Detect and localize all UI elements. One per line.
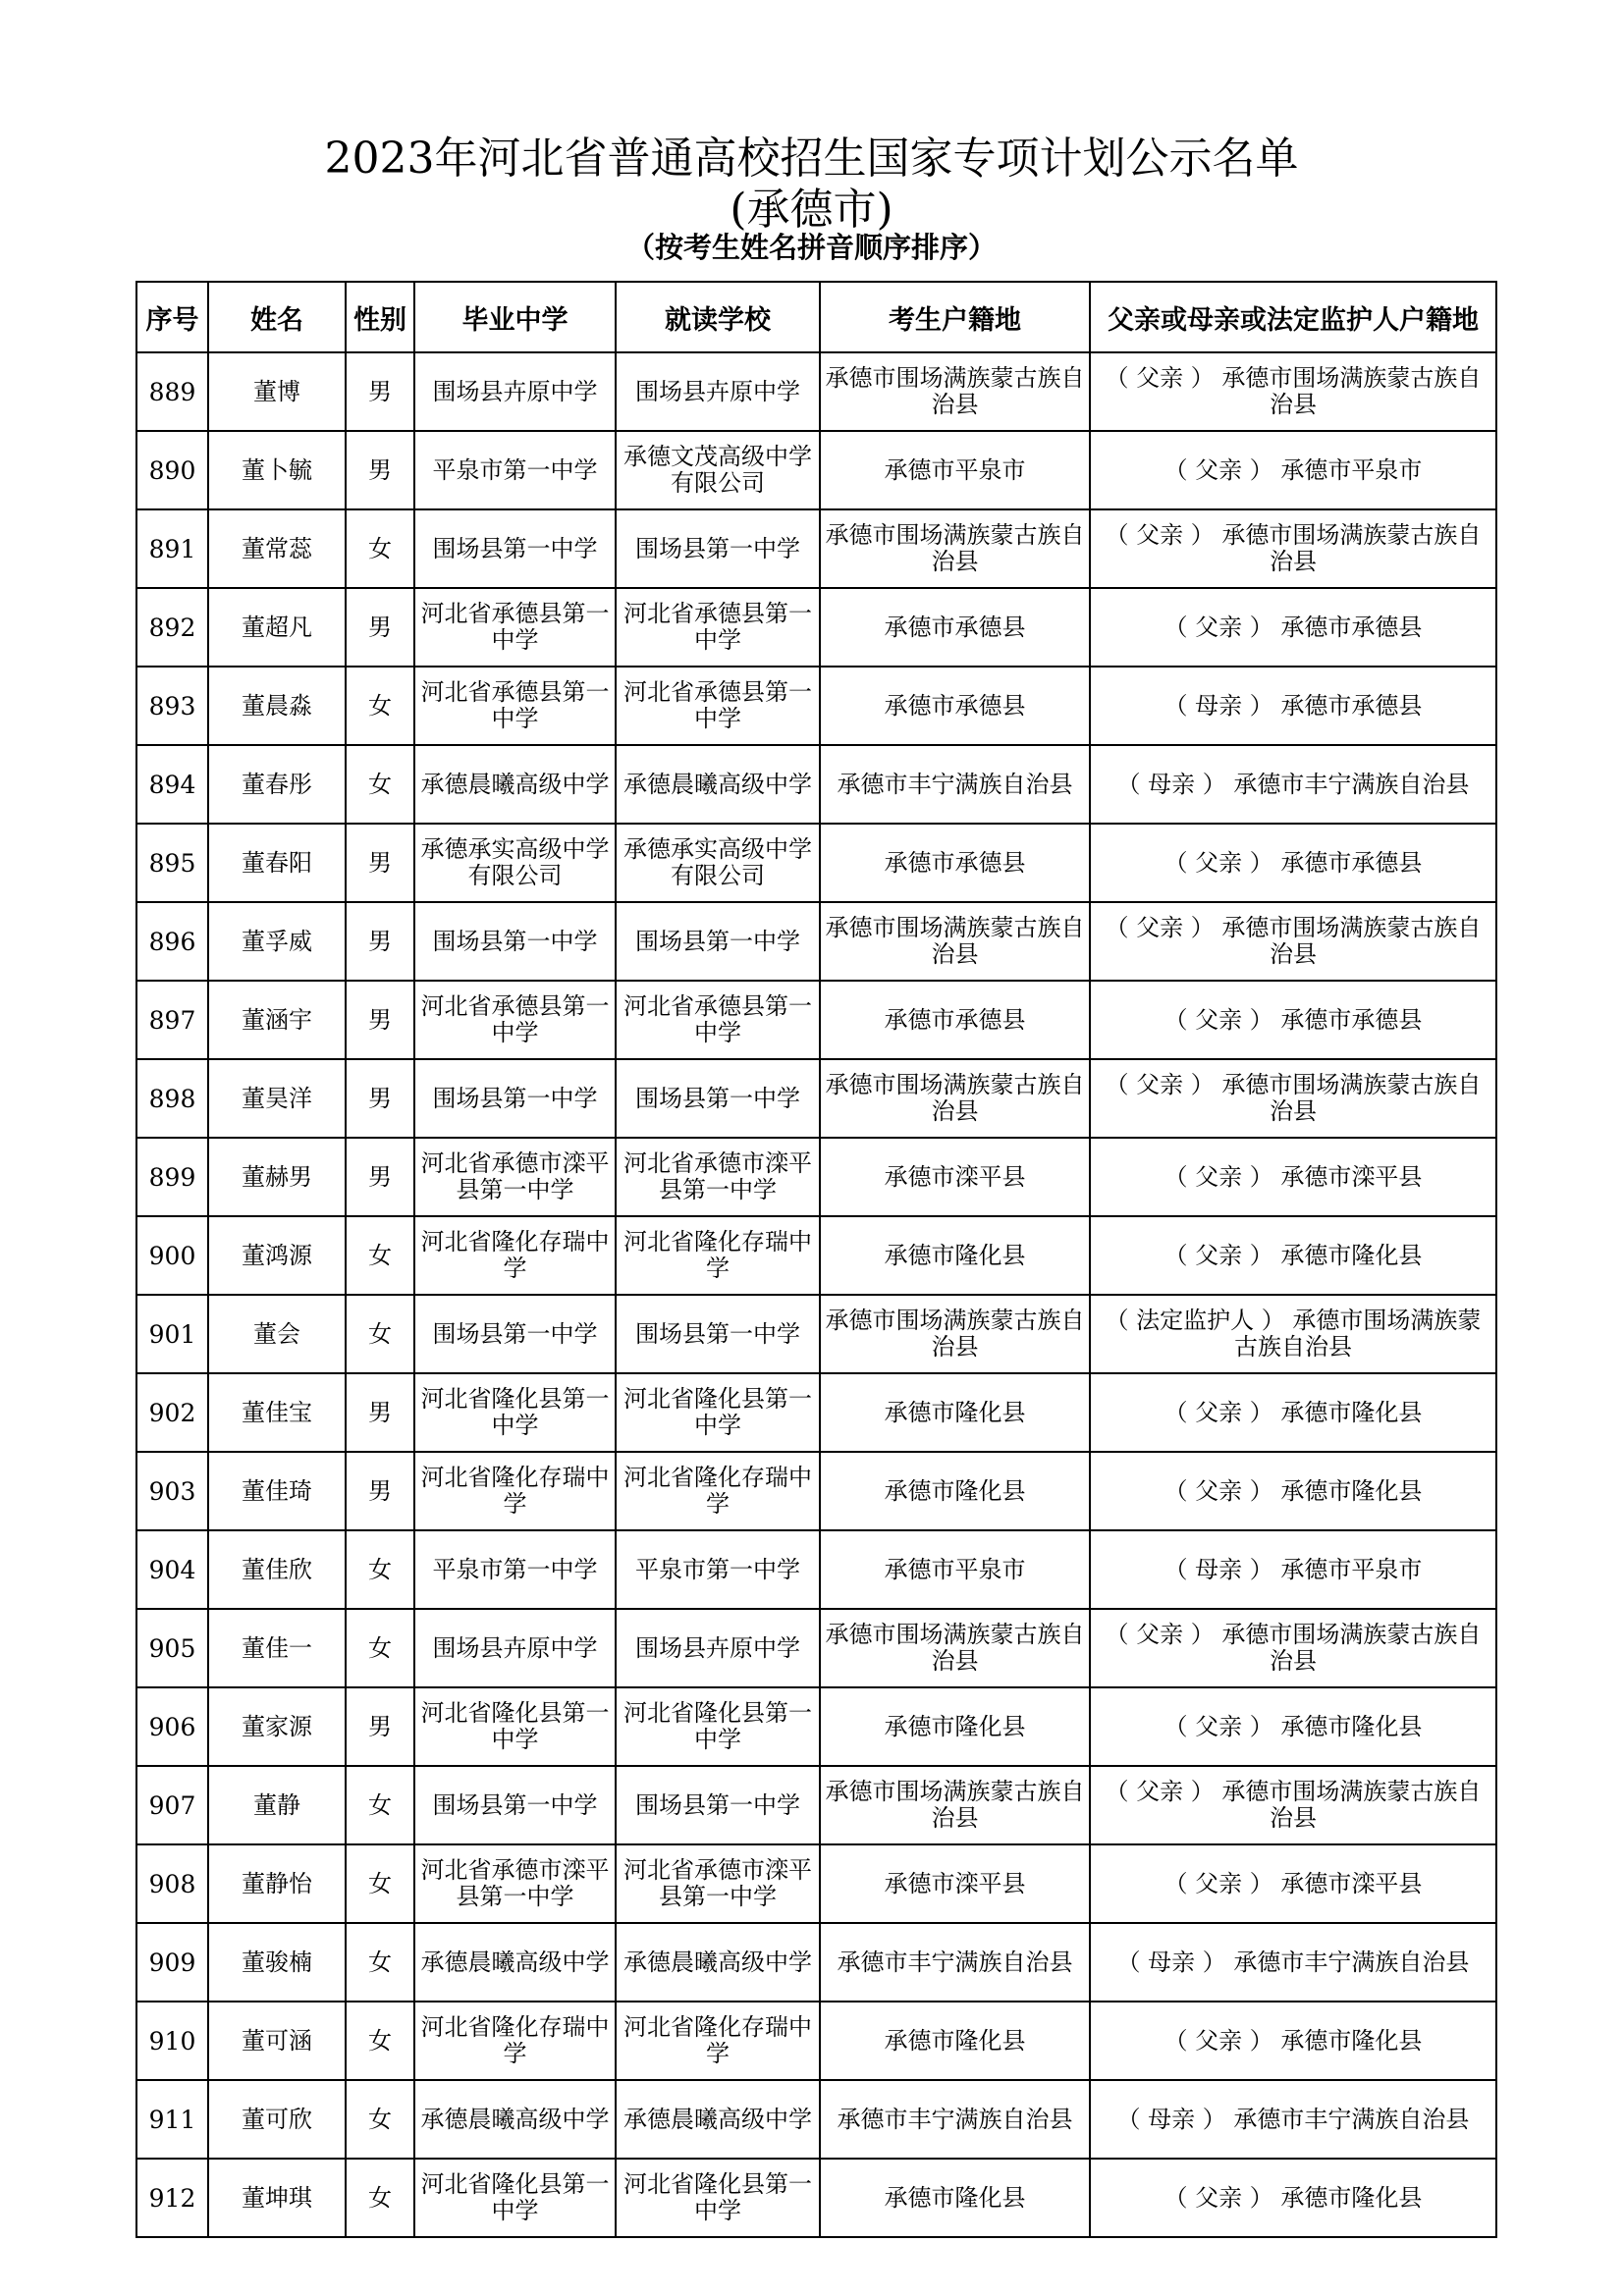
student-hukou-cell: 承德市围场满族蒙古族自治县 [820, 352, 1090, 431]
student-hukou-cell: 承德市丰宁满族自治县 [820, 2080, 1090, 2159]
table-row [136, 1609, 1496, 1687]
student-hukou-cell: 承德市平泉市 [820, 431, 1090, 509]
current-school-cell: 围场县第一中学 [616, 1766, 820, 1844]
guardian-hukou-cell: （ 法定监护人 ） 承德市围场满族蒙古族自治县 [1090, 1295, 1496, 1373]
current-school-cell: 河北省隆化存瑞中学 [616, 1452, 820, 1530]
guardian-hukou-cell: （ 父亲 ） 承德市隆化县 [1090, 2002, 1496, 2080]
graduation-school-cell: 平泉市第一中学 [414, 1530, 616, 1609]
current-school-cell: 承德晨曦高级中学 [616, 1923, 820, 2002]
gender-cell: 男 [346, 1059, 414, 1138]
student-hukou-cell: 承德市隆化县 [820, 1452, 1090, 1530]
seq-cell: 900 [136, 1216, 208, 1295]
student-hukou-cell: 承德市围场满族蒙古族自治县 [820, 1609, 1090, 1687]
student-hukou-cell: 承德市承德县 [820, 667, 1090, 745]
student-hukou-cell: 承德市隆化县 [820, 1373, 1090, 1452]
current-school-cell: 河北省隆化县第一中学 [616, 2159, 820, 2237]
name-cell: 董佳宝 [208, 1373, 346, 1452]
graduation-school-cell: 河北省承德市滦平县第一中学 [414, 1138, 616, 1216]
table-row [136, 509, 1496, 588]
seq-cell: 912 [136, 2159, 208, 2237]
graduation-school-cell: 围场县卉原中学 [414, 1609, 616, 1687]
seq-cell: 890 [136, 431, 208, 509]
name-cell: 董超凡 [208, 588, 346, 667]
seq-cell: 899 [136, 1138, 208, 1216]
guardian-hukou-cell: （ 父亲 ） 承德市滦平县 [1090, 1138, 1496, 1216]
table-row [136, 1923, 1496, 2002]
current-school-cell: 围场县第一中学 [616, 1295, 820, 1373]
gender-cell: 女 [346, 1844, 414, 1923]
student-hukou-cell: 承德市滦平县 [820, 1844, 1090, 1923]
gender-cell: 女 [346, 1609, 414, 1687]
graduation-school-cell: 平泉市第一中学 [414, 431, 616, 509]
seq-cell: 908 [136, 1844, 208, 1923]
table-body [136, 352, 1496, 2237]
table-row [136, 2002, 1496, 2080]
column-header: 毕业中学 [414, 282, 616, 352]
graduation-school-cell: 河北省隆化县第一中学 [414, 1687, 616, 1766]
current-school-cell: 河北省隆化存瑞中学 [616, 1216, 820, 1295]
guardian-hukou-cell: （ 父亲 ） 承德市围场满族蒙古族自治县 [1090, 1609, 1496, 1687]
seq-cell: 911 [136, 2080, 208, 2159]
student-hukou-cell: 承德市承德县 [820, 824, 1090, 902]
student-hukou-cell: 承德市围场满族蒙古族自治县 [820, 509, 1090, 588]
column-header: 就读学校 [616, 282, 820, 352]
name-cell: 董佳欣 [208, 1530, 346, 1609]
column-header: 序号 [136, 282, 208, 352]
table-row [136, 352, 1496, 431]
seq-cell: 901 [136, 1295, 208, 1373]
document-title: 2023年河北省普通高校招生国家专项计划公示名单 [324, 133, 1299, 184]
gender-cell: 女 [346, 1766, 414, 1844]
table-row [136, 588, 1496, 667]
gender-cell: 男 [346, 588, 414, 667]
name-cell: 董常蕊 [208, 509, 346, 588]
gender-cell: 女 [346, 745, 414, 824]
guardian-hukou-cell: （ 父亲 ） 承德市隆化县 [1090, 1687, 1496, 1766]
current-school-cell: 河北省承德县第一中学 [616, 981, 820, 1059]
graduation-school-cell: 河北省隆化存瑞中学 [414, 2002, 616, 2080]
student-hukou-cell: 承德市承德县 [820, 588, 1090, 667]
gender-cell: 男 [346, 824, 414, 902]
current-school-cell: 围场县第一中学 [616, 1059, 820, 1138]
current-school-cell: 河北省承德市滦平县第一中学 [616, 1844, 820, 1923]
gender-cell: 女 [346, 2080, 414, 2159]
gender-cell: 男 [346, 1452, 414, 1530]
gender-cell: 男 [346, 352, 414, 431]
name-cell: 董春阳 [208, 824, 346, 902]
seq-cell: 897 [136, 981, 208, 1059]
name-cell: 董晨淼 [208, 667, 346, 745]
seq-cell: 889 [136, 352, 208, 431]
graduation-school-cell: 围场县第一中学 [414, 509, 616, 588]
table-row [136, 1844, 1496, 1923]
guardian-hukou-cell: （ 父亲 ） 承德市隆化县 [1090, 1373, 1496, 1452]
name-cell: 董鸿源 [208, 1216, 346, 1295]
table-row [136, 1766, 1496, 1844]
table-row [136, 1216, 1496, 1295]
table-row [136, 1373, 1496, 1452]
current-school-cell: 承德文茂高级中学有限公司 [616, 431, 820, 509]
graduation-school-cell: 围场县卉原中学 [414, 352, 616, 431]
name-cell: 董博 [208, 352, 346, 431]
seq-cell: 904 [136, 1530, 208, 1609]
name-cell: 董可涵 [208, 2002, 346, 2080]
graduation-school-cell: 围场县第一中学 [414, 1766, 616, 1844]
guardian-hukou-cell: （ 母亲 ） 承德市丰宁满族自治县 [1090, 2080, 1496, 2159]
sort-note: （按考生姓名拼音顺序排序） [625, 231, 997, 264]
document-subtitle: (承德市) [730, 185, 893, 235]
current-school-cell: 承德承实高级中学有限公司 [616, 824, 820, 902]
gender-cell: 女 [346, 2159, 414, 2237]
table-row [136, 1452, 1496, 1530]
seq-cell: 898 [136, 1059, 208, 1138]
table-row [136, 2080, 1496, 2159]
name-cell: 董佳一 [208, 1609, 346, 1687]
guardian-hukou-cell: （ 母亲 ） 承德市丰宁满族自治县 [1090, 1923, 1496, 2002]
seq-cell: 910 [136, 2002, 208, 2080]
table-row [136, 1295, 1496, 1373]
seq-cell: 902 [136, 1373, 208, 1452]
name-cell: 董家源 [208, 1687, 346, 1766]
table-row [136, 902, 1496, 981]
guardian-hukou-cell: （ 父亲 ） 承德市围场满族蒙古族自治县 [1090, 1059, 1496, 1138]
seq-cell: 906 [136, 1687, 208, 1766]
current-school-cell: 河北省隆化县第一中学 [616, 1687, 820, 1766]
gender-cell: 女 [346, 1530, 414, 1609]
guardian-hukou-cell: （ 父亲 ） 承德市隆化县 [1090, 1452, 1496, 1530]
name-cell: 董孚威 [208, 902, 346, 981]
gender-cell: 男 [346, 902, 414, 981]
graduation-school-cell: 河北省承德县第一中学 [414, 588, 616, 667]
table-header-row [136, 282, 1496, 352]
gender-cell: 女 [346, 1923, 414, 2002]
table-row [136, 1530, 1496, 1609]
name-cell: 董佳琦 [208, 1452, 346, 1530]
table-row [136, 981, 1496, 1059]
student-hukou-cell: 承德市围场满族蒙古族自治县 [820, 1059, 1090, 1138]
seq-cell: 894 [136, 745, 208, 824]
guardian-hukou-cell: （ 父亲 ） 承德市隆化县 [1090, 2159, 1496, 2237]
current-school-cell: 围场县卉原中学 [616, 1609, 820, 1687]
gender-cell: 男 [346, 1373, 414, 1452]
table-row [136, 1059, 1496, 1138]
student-hukou-cell: 承德市隆化县 [820, 2002, 1090, 2080]
table-row [136, 431, 1496, 509]
gender-cell: 女 [346, 509, 414, 588]
current-school-cell: 承德晨曦高级中学 [616, 745, 820, 824]
gender-cell: 男 [346, 1138, 414, 1216]
student-hukou-cell: 承德市围场满族蒙古族自治县 [820, 902, 1090, 981]
name-cell: 董卜毓 [208, 431, 346, 509]
graduation-school-cell: 围场县第一中学 [414, 902, 616, 981]
graduation-school-cell: 河北省隆化县第一中学 [414, 1373, 616, 1452]
guardian-hukou-cell: （ 父亲 ） 承德市围场满族蒙古族自治县 [1090, 1766, 1496, 1844]
name-cell: 董可欣 [208, 2080, 346, 2159]
graduation-school-cell: 围场县第一中学 [414, 1059, 616, 1138]
graduation-school-cell: 河北省隆化存瑞中学 [414, 1452, 616, 1530]
student-hukou-cell: 承德市隆化县 [820, 2159, 1090, 2237]
guardian-hukou-cell: （ 父亲 ） 承德市平泉市 [1090, 431, 1496, 509]
table-row [136, 1138, 1496, 1216]
gender-cell: 男 [346, 1687, 414, 1766]
name-cell: 董静 [208, 1766, 346, 1844]
seq-cell: 907 [136, 1766, 208, 1844]
student-hukou-cell: 承德市承德县 [820, 981, 1090, 1059]
student-hukou-cell: 承德市滦平县 [820, 1138, 1090, 1216]
guardian-hukou-cell: （ 父亲 ） 承德市围场满族蒙古族自治县 [1090, 902, 1496, 981]
current-school-cell: 河北省承德县第一中学 [616, 588, 820, 667]
column-header: 父亲或母亲或法定监护人户籍地 [1090, 282, 1496, 352]
graduation-school-cell: 河北省隆化存瑞中学 [414, 1216, 616, 1295]
graduation-school-cell: 承德晨曦高级中学 [414, 1923, 616, 2002]
graduation-school-cell: 承德承实高级中学有限公司 [414, 824, 616, 902]
guardian-hukou-cell: （ 父亲 ） 承德市滦平县 [1090, 1844, 1496, 1923]
guardian-hukou-cell: （ 母亲 ） 承德市丰宁满族自治县 [1090, 745, 1496, 824]
student-hukou-cell: 承德市围场满族蒙古族自治县 [820, 1295, 1090, 1373]
seq-cell: 903 [136, 1452, 208, 1530]
graduation-school-cell: 承德晨曦高级中学 [414, 745, 616, 824]
graduation-school-cell: 河北省承德市滦平县第一中学 [414, 1844, 616, 1923]
name-cell: 董静怡 [208, 1844, 346, 1923]
seq-cell: 892 [136, 588, 208, 667]
table-row [136, 2159, 1496, 2237]
name-cell: 董坤琪 [208, 2159, 346, 2237]
graduation-school-cell: 河北省隆化县第一中学 [414, 2159, 616, 2237]
column-header: 考生户籍地 [820, 282, 1090, 352]
name-cell: 董涵宇 [208, 981, 346, 1059]
table-row [136, 824, 1496, 902]
current-school-cell: 围场县卉原中学 [616, 352, 820, 431]
gender-cell: 女 [346, 667, 414, 745]
seq-cell: 905 [136, 1609, 208, 1687]
current-school-cell: 平泉市第一中学 [616, 1530, 820, 1609]
graduation-school-cell: 承德晨曦高级中学 [414, 2080, 616, 2159]
guardian-hukou-cell: （ 父亲 ） 承德市承德县 [1090, 588, 1496, 667]
name-cell: 董会 [208, 1295, 346, 1373]
roster-table [135, 281, 1497, 2238]
name-cell: 董昊洋 [208, 1059, 346, 1138]
guardian-hukou-cell: （ 父亲 ） 承德市围场满族蒙古族自治县 [1090, 352, 1496, 431]
current-school-cell: 河北省承德市滦平县第一中学 [616, 1138, 820, 1216]
guardian-hukou-cell: （ 父亲 ） 承德市承德县 [1090, 981, 1496, 1059]
student-hukou-cell: 承德市隆化县 [820, 1687, 1090, 1766]
gender-cell: 女 [346, 1295, 414, 1373]
current-school-cell: 河北省隆化存瑞中学 [616, 2002, 820, 2080]
student-hukou-cell: 承德市隆化县 [820, 1216, 1090, 1295]
guardian-hukou-cell: （ 母亲 ） 承德市平泉市 [1090, 1530, 1496, 1609]
graduation-school-cell: 河北省承德县第一中学 [414, 981, 616, 1059]
seq-cell: 893 [136, 667, 208, 745]
graduation-school-cell: 河北省承德县第一中学 [414, 667, 616, 745]
gender-cell: 女 [346, 1216, 414, 1295]
student-hukou-cell: 承德市围场满族蒙古族自治县 [820, 1766, 1090, 1844]
student-hukou-cell: 承德市平泉市 [820, 1530, 1090, 1609]
graduation-school-cell: 围场县第一中学 [414, 1295, 616, 1373]
name-cell: 董春彤 [208, 745, 346, 824]
guardian-hukou-cell: （ 父亲 ） 承德市承德县 [1090, 824, 1496, 902]
seq-cell: 909 [136, 1923, 208, 2002]
current-school-cell: 围场县第一中学 [616, 902, 820, 981]
current-school-cell: 河北省隆化县第一中学 [616, 1373, 820, 1452]
guardian-hukou-cell: （ 母亲 ） 承德市承德县 [1090, 667, 1496, 745]
current-school-cell: 河北省承德县第一中学 [616, 667, 820, 745]
name-cell: 董骏楠 [208, 1923, 346, 2002]
student-hukou-cell: 承德市丰宁满族自治县 [820, 1923, 1090, 2002]
guardian-hukou-cell: （ 父亲 ） 承德市围场满族蒙古族自治县 [1090, 509, 1496, 588]
guardian-hukou-cell: （ 父亲 ） 承德市隆化县 [1090, 1216, 1496, 1295]
name-cell: 董赫男 [208, 1138, 346, 1216]
table-row [136, 745, 1496, 824]
current-school-cell: 承德晨曦高级中学 [616, 2080, 820, 2159]
seq-cell: 895 [136, 824, 208, 902]
gender-cell: 男 [346, 981, 414, 1059]
seq-cell: 891 [136, 509, 208, 588]
table-row [136, 667, 1496, 745]
column-header: 性别 [346, 282, 414, 352]
table-row [136, 1687, 1496, 1766]
gender-cell: 男 [346, 431, 414, 509]
gender-cell: 女 [346, 2002, 414, 2080]
student-hukou-cell: 承德市丰宁满族自治县 [820, 745, 1090, 824]
seq-cell: 896 [136, 902, 208, 981]
column-header: 姓名 [208, 282, 346, 352]
current-school-cell: 围场县第一中学 [616, 509, 820, 588]
